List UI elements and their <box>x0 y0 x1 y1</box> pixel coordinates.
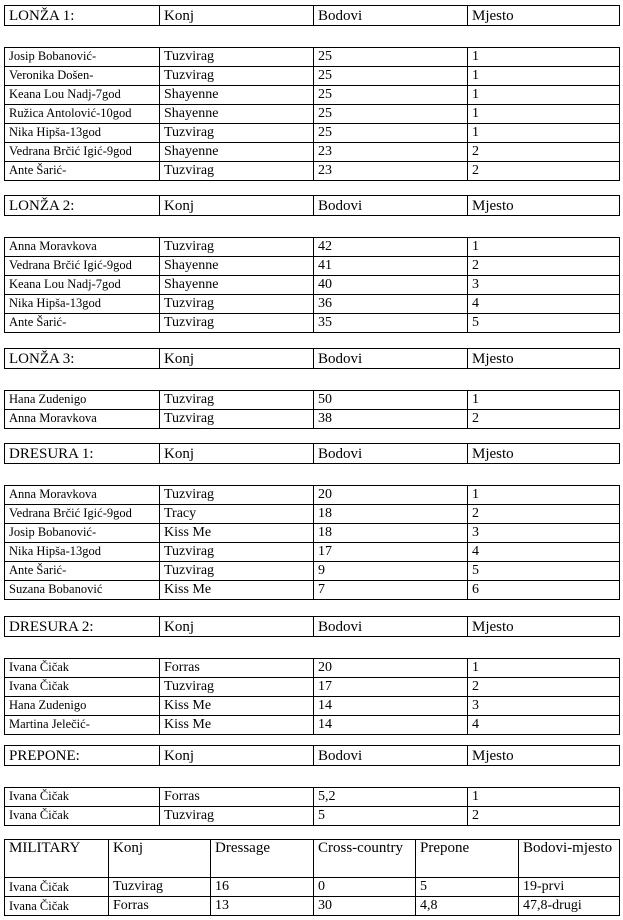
place-value: 5 <box>468 314 620 333</box>
horse-name: Tuzvirag <box>160 562 314 581</box>
horse-column-header: Konj <box>160 617 314 637</box>
section-title: LONŽA 1: <box>5 6 160 26</box>
military-jumping-header: Prepone <box>416 840 519 878</box>
rider-name: Martina Jelečić- <box>5 716 160 735</box>
horse-name: Tuzvirag <box>160 67 314 86</box>
points-value: 35 <box>314 314 468 333</box>
points-value: 23 <box>314 162 468 181</box>
horse-name: Tuzvirag <box>160 238 314 257</box>
points-value: 17 <box>314 543 468 562</box>
horse-name: Shayenne <box>160 105 314 124</box>
horse-name: Tuzvirag <box>160 162 314 181</box>
points-value: 5,2 <box>314 788 468 807</box>
place-value: 1 <box>468 486 620 505</box>
rider-name: Vedrana Brčić Igić-9god <box>5 505 160 524</box>
table-row <box>5 716 620 735</box>
place-value: 1 <box>468 86 620 105</box>
place-value: 2 <box>468 807 620 826</box>
table-row <box>5 678 620 697</box>
horse-name: Tuzvirag <box>160 543 314 562</box>
points-value: 25 <box>314 48 468 67</box>
rider-name: Nika Hipša-13god <box>5 295 160 314</box>
rider-name: Ivana Čičak <box>5 807 160 826</box>
military-table <box>4 839 620 916</box>
points-value: 41 <box>314 257 468 276</box>
points-value: 36 <box>314 295 468 314</box>
table-row <box>5 697 620 716</box>
points-column-header: Bodovi <box>314 196 468 216</box>
table-row <box>5 878 620 897</box>
points-value: 25 <box>314 124 468 143</box>
table-row <box>5 67 620 86</box>
section-header-row <box>5 746 620 766</box>
horse-name: Tuzvirag <box>160 486 314 505</box>
table-row <box>5 162 620 181</box>
rider-name: Ivana Čičak <box>5 788 160 807</box>
horse-column-header: Konj <box>160 6 314 26</box>
section-header-2 <box>4 348 620 369</box>
place-value: 3 <box>468 524 620 543</box>
military-dressage-header: Dressage <box>211 840 314 878</box>
section-header-0 <box>4 5 620 26</box>
dressage-score: 16 <box>211 878 314 897</box>
section-results-4 <box>4 658 620 735</box>
table-row <box>5 257 620 276</box>
points-value: 20 <box>314 659 468 678</box>
horse-name: Shayenne <box>160 276 314 295</box>
military-points-place-header: Bodovi-mjesto <box>519 840 620 878</box>
table-row <box>5 788 620 807</box>
rider-name: Veronika Došen- <box>5 67 160 86</box>
place-column-header: Mjesto <box>468 444 620 464</box>
section-title: DRESURA 2: <box>5 617 160 637</box>
points-value: 38 <box>314 410 468 429</box>
table-row <box>5 124 620 143</box>
place-value: 4 <box>468 295 620 314</box>
rider-name: Nika Hipša-13god <box>5 543 160 562</box>
section-results-2 <box>4 390 620 429</box>
rider-name: Ante Šarić- <box>5 562 160 581</box>
place-column-header: Mjesto <box>468 6 620 26</box>
points-value: 42 <box>314 238 468 257</box>
table-row <box>5 543 620 562</box>
horse-name: Tuzvirag <box>160 48 314 67</box>
rider-name: Vedrana Brčić Igić-9god <box>5 143 160 162</box>
rider-name: Anna Moravkova <box>5 486 160 505</box>
rider-name: Ante Šarić- <box>5 162 160 181</box>
place-value: 1 <box>468 124 620 143</box>
table-row <box>5 238 620 257</box>
points-value: 23 <box>314 143 468 162</box>
place-value: 5 <box>468 562 620 581</box>
points-column-header: Bodovi <box>314 349 468 369</box>
jumping-score: 4,8 <box>416 897 519 916</box>
section-header-row <box>5 349 620 369</box>
cross-country-score: 0 <box>314 878 416 897</box>
points-value: 25 <box>314 105 468 124</box>
horse-name: Kiss Me <box>160 524 314 543</box>
horse-name: Forras <box>160 659 314 678</box>
military-horse-header: Konj <box>109 840 211 878</box>
place-value: 4 <box>468 543 620 562</box>
horse-name: Kiss Me <box>160 716 314 735</box>
place-value: 4 <box>468 716 620 735</box>
place-column-header: Mjesto <box>468 349 620 369</box>
points-value: 7 <box>314 581 468 600</box>
section-header-5 <box>4 745 620 766</box>
table-row <box>5 86 620 105</box>
place-value: 1 <box>468 788 620 807</box>
section-title: DRESURA 1: <box>5 444 160 464</box>
rider-name: Ivana Čičak <box>5 897 109 916</box>
points-value: 9 <box>314 562 468 581</box>
rider-name: Ante Šarić- <box>5 314 160 333</box>
jumping-score: 5 <box>416 878 519 897</box>
rider-name: Ivana Čičak <box>5 678 160 697</box>
table-row <box>5 581 620 600</box>
table-row <box>5 524 620 543</box>
place-value: 1 <box>468 238 620 257</box>
place-value: 2 <box>468 678 620 697</box>
table-row <box>5 143 620 162</box>
points-value: 14 <box>314 716 468 735</box>
horse-name: Tuzvirag <box>160 124 314 143</box>
points-value: 20 <box>314 486 468 505</box>
place-value: 2 <box>468 143 620 162</box>
table-row <box>5 391 620 410</box>
rider-name: Nika Hipša-13god <box>5 124 160 143</box>
horse-column-header: Konj <box>160 444 314 464</box>
horse-name: Kiss Me <box>160 581 314 600</box>
military-title: MILITARY <box>5 840 109 878</box>
horse-name: Tuzvirag <box>160 391 314 410</box>
table-row <box>5 897 620 916</box>
military-cross-country-header: Cross-country <box>314 840 416 878</box>
table-row <box>5 295 620 314</box>
place-value: 3 <box>468 697 620 716</box>
table-row <box>5 105 620 124</box>
rider-name: Suzana Bobanović <box>5 581 160 600</box>
points-value: 17 <box>314 678 468 697</box>
horse-column-header: Konj <box>160 746 314 766</box>
place-value: 1 <box>468 391 620 410</box>
horse-name: Tuzvirag <box>160 410 314 429</box>
rider-name: Anna Moravkova <box>5 410 160 429</box>
horse-name: Tuzvirag <box>160 678 314 697</box>
place-value: 6 <box>468 581 620 600</box>
horse-name: Shayenne <box>160 143 314 162</box>
section-header-row <box>5 444 620 464</box>
section-header-row <box>5 6 620 26</box>
section-results-1 <box>4 237 620 333</box>
table-row <box>5 486 620 505</box>
points-column-header: Bodovi <box>314 6 468 26</box>
horse-name: Tuzvirag <box>160 807 314 826</box>
table-row <box>5 48 620 67</box>
horse-column-header: Konj <box>160 196 314 216</box>
points-value: 25 <box>314 86 468 105</box>
rider-name: Hana Zudenigo <box>5 697 160 716</box>
points-value: 50 <box>314 391 468 410</box>
section-results-5 <box>4 787 620 826</box>
horse-name: Shayenne <box>160 86 314 105</box>
place-value: 1 <box>468 105 620 124</box>
table-row <box>5 505 620 524</box>
cross-country-score: 30 <box>314 897 416 916</box>
table-row <box>5 276 620 295</box>
rider-name: Keana Lou Nadj-7god <box>5 86 160 105</box>
rider-name: Josip Bobanović- <box>5 48 160 67</box>
horse-name: Forras <box>109 897 211 916</box>
points-value: 18 <box>314 505 468 524</box>
rider-name: Keana Lou Nadj-7god <box>5 276 160 295</box>
place-value: 1 <box>468 48 620 67</box>
rider-name: Hana Zudenigo <box>5 391 160 410</box>
section-title: PREPONE: <box>5 746 160 766</box>
horse-name: Tuzvirag <box>160 314 314 333</box>
place-value: 3 <box>468 276 620 295</box>
place-value: 2 <box>468 162 620 181</box>
section-header-3 <box>4 443 620 464</box>
section-header-1 <box>4 195 620 216</box>
points-value: 25 <box>314 67 468 86</box>
rider-name: Ivana Čičak <box>5 878 109 897</box>
points-value: 40 <box>314 276 468 295</box>
points-value: 18 <box>314 524 468 543</box>
place-value: 2 <box>468 410 620 429</box>
table-row <box>5 562 620 581</box>
points-place: 47,8-drugi <box>519 897 620 916</box>
place-column-header: Mjesto <box>468 617 620 637</box>
section-header-row <box>5 196 620 216</box>
rider-name: Anna Moravkova <box>5 238 160 257</box>
points-column-header: Bodovi <box>314 746 468 766</box>
section-title: LONŽA 2: <box>5 196 160 216</box>
section-header-row <box>5 617 620 637</box>
place-value: 2 <box>468 505 620 524</box>
section-results-0 <box>4 47 620 181</box>
table-row <box>5 314 620 333</box>
table-row <box>5 410 620 429</box>
section-header-4 <box>4 616 620 637</box>
points-value: 5 <box>314 807 468 826</box>
place-value: 1 <box>468 659 620 678</box>
horse-column-header: Konj <box>160 349 314 369</box>
horse-name: Shayenne <box>160 257 314 276</box>
horse-name: Tracy <box>160 505 314 524</box>
horse-name: Forras <box>160 788 314 807</box>
section-title: LONŽA 3: <box>5 349 160 369</box>
rider-name: Vedrana Brčić Igić-9god <box>5 257 160 276</box>
rider-name: Ružica Antolović-10god <box>5 105 160 124</box>
table-row <box>5 659 620 678</box>
rider-name: Josip Bobanović- <box>5 524 160 543</box>
horse-name: Kiss Me <box>160 697 314 716</box>
points-column-header: Bodovi <box>314 444 468 464</box>
horse-name: Tuzvirag <box>109 878 211 897</box>
place-column-header: Mjesto <box>468 746 620 766</box>
place-value: 1 <box>468 67 620 86</box>
place-value: 2 <box>468 257 620 276</box>
military-header-row <box>5 840 620 878</box>
horse-name: Tuzvirag <box>160 295 314 314</box>
points-place: 19-prvi <box>519 878 620 897</box>
dressage-score: 13 <box>211 897 314 916</box>
place-column-header: Mjesto <box>468 196 620 216</box>
table-row <box>5 807 620 826</box>
points-value: 14 <box>314 697 468 716</box>
points-column-header: Bodovi <box>314 617 468 637</box>
rider-name: Ivana Čičak <box>5 659 160 678</box>
section-results-3 <box>4 485 620 600</box>
